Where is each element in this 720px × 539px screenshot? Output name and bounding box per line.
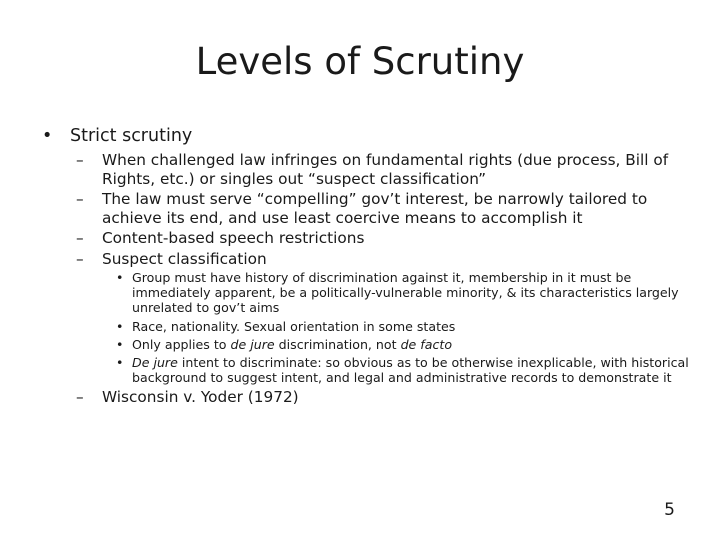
dash-marker: – (76, 190, 84, 208)
dash-marker: – (76, 249, 84, 268)
dash-marker: – (76, 229, 84, 247)
point-text: Race, nationality. Sexual orientation in some states (132, 318, 456, 334)
slide-content (40, 125, 700, 409)
bullet-marker: • (42, 126, 53, 146)
point-text-italic: de facto (400, 336, 453, 352)
point-de-jure-intent (40, 355, 700, 385)
point-history-of-discrimination (40, 270, 700, 316)
point-marker: • (116, 270, 124, 285)
sub-bullet-text: Content-based speech restrictions (102, 229, 365, 247)
sub-bullet-fundamental-rights (40, 151, 700, 188)
bullet-strict-scrutiny (40, 125, 700, 147)
sub-bullet-wisconsin-v-yoder (40, 388, 700, 407)
dash-marker: – (76, 388, 84, 407)
page-number: 5 (664, 500, 675, 520)
point-text-prefix: Only applies to (132, 336, 231, 352)
sub-bullet-suspect-classification (40, 250, 700, 269)
sub-bullet-text: Wisconsin v. Yoder (1972) (102, 388, 299, 407)
dash-marker: – (76, 151, 84, 169)
point-text-rest: intent to discriminate: so obvious as to be otherwise inexplicable, with historical background to suggest intent, and legal and administrative records to demonstrate it (132, 355, 689, 386)
slide-title: Levels of Scrutiny (195, 40, 525, 83)
point-text-italic: De jure (132, 355, 178, 371)
point-marker: • (116, 355, 124, 371)
sub-bullet-content-based (40, 229, 700, 248)
point-de-jure-only (40, 337, 700, 352)
sub-bullet-text: The law must serve “compelling” gov’t interest, be narrowly tailored to achieve its end, and use least coercive means to accomplish it (102, 190, 648, 227)
point-text: Group must have history of discrimination against it, membership in it must be immediately apparent, be a politically-vulnerable minority, & its characteristics largely unrelated to gov’t aims (132, 270, 679, 316)
point-text-italic: de jure (230, 336, 275, 352)
sub-bullet-compelling-interest (40, 190, 700, 227)
point-race-nationality (40, 319, 700, 334)
point-text-middle: discrimination, not (274, 336, 401, 352)
sub-bullet-text: Suspect classification (102, 249, 267, 268)
sub-bullet-text: When challenged law infringes on fundamental rights (due process, Bill of Rights, etc.) or singles out “suspect classification” (102, 151, 669, 188)
point-marker: • (116, 336, 124, 352)
bullet-text: Strict scrutiny (70, 126, 193, 146)
point-marker: • (116, 318, 124, 334)
